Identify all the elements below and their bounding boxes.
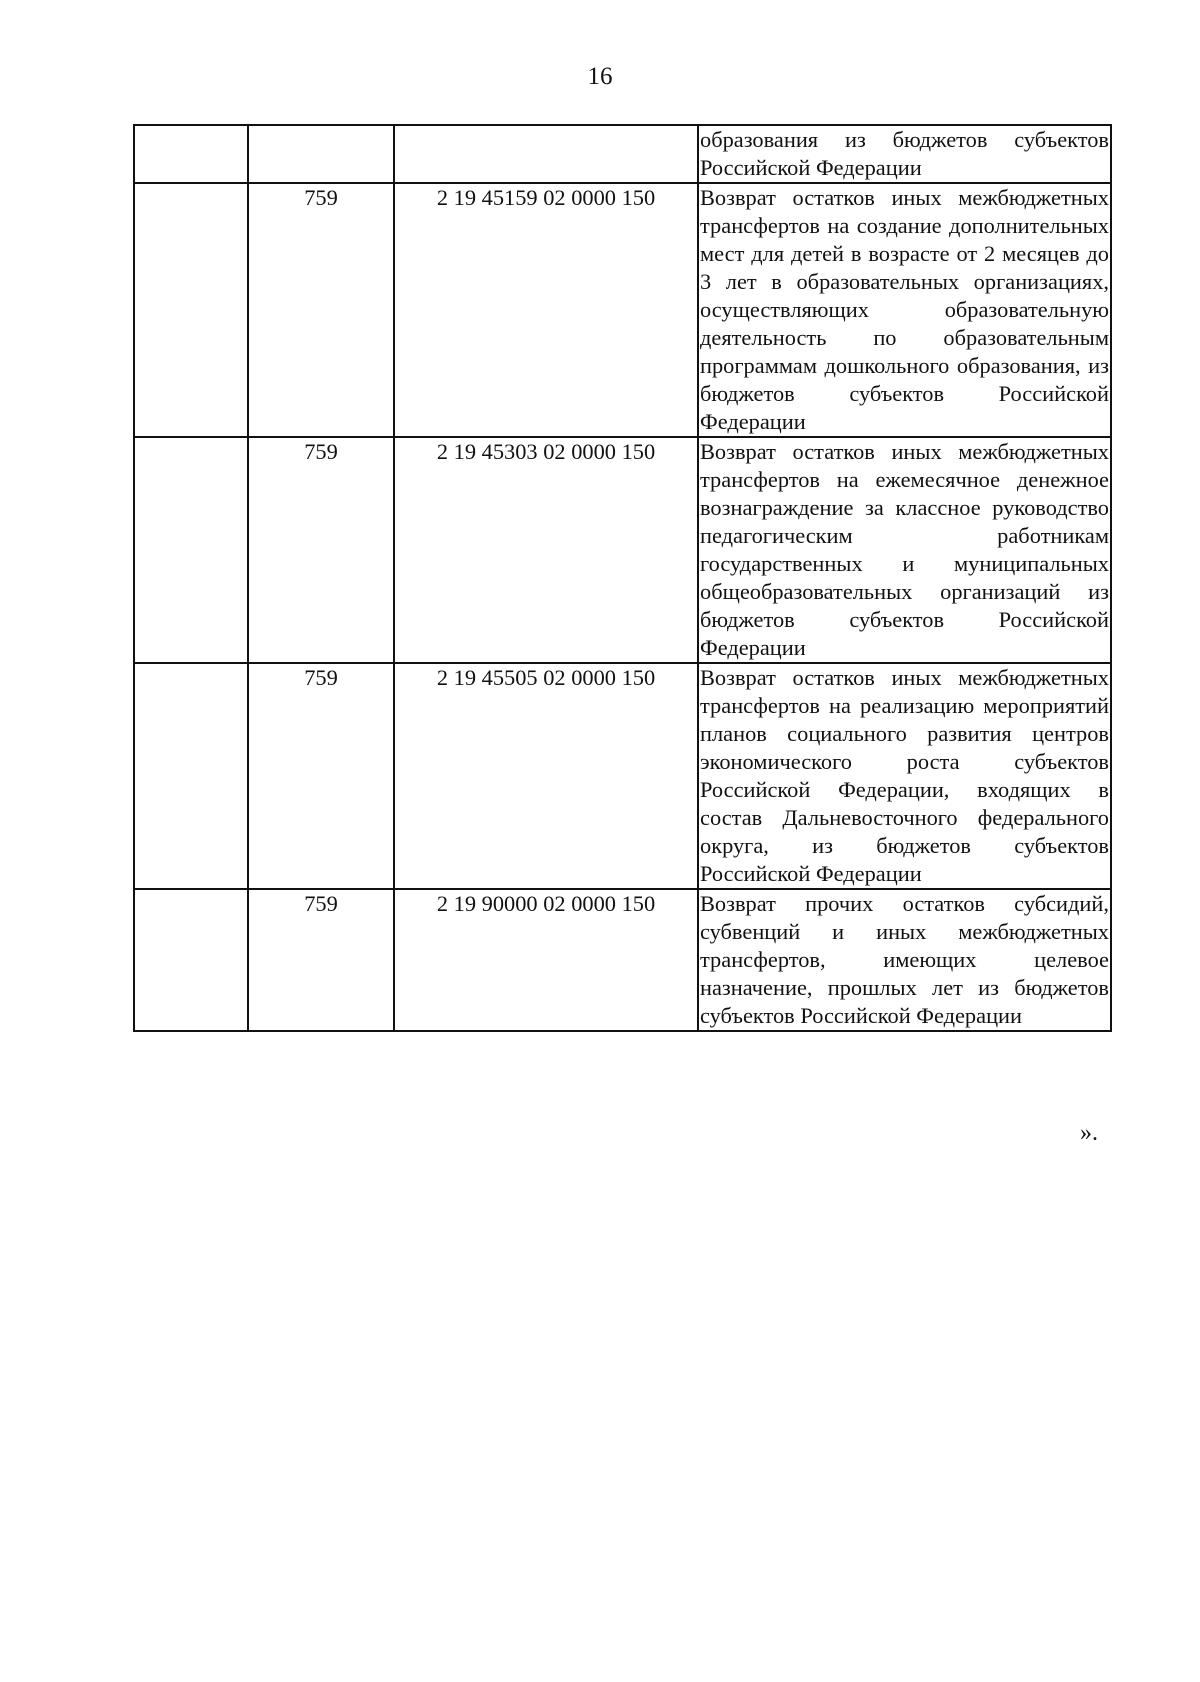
- table-cell-blank: [134, 663, 248, 889]
- table-cell-name: [698, 889, 1111, 1031]
- table-cell-classification-code: 2 19 45303 02 0000 150: [394, 437, 698, 663]
- table-row: [134, 183, 1111, 437]
- table-cell-admin-code: [248, 125, 394, 183]
- table-cell-blank: [134, 183, 248, 437]
- table-cell-classification-code: 2 19 45505 02 0000 150: [394, 663, 698, 889]
- table-cell-admin-code: 759: [248, 663, 394, 889]
- table-cell-admin-code: 759: [248, 437, 394, 663]
- table-cell-admin-code: 759: [248, 889, 394, 1031]
- budget-classification-table: [133, 124, 1112, 1032]
- table-cell-classification-code: 2 19 90000 02 0000 150: [394, 889, 698, 1031]
- table-cell-name-text: Возврат остатков иных межбюджетных трансфертов на ежемесячное денежное вознаграждение за классное руководство педагогическим работникам государственных и муниципальных общеобразовательных организаций из бюджетов субъектов Российской Федерации: [700, 439, 1109, 660]
- table-cell-name: [698, 125, 1111, 183]
- table-cell-name-text: Возврат остатков иных межбюджетных трансфертов на создание дополнительных мест для детей в возрасте от 2 месяцев до 3 лет в образовательных организациях, осуществляющих образовательную деятельность по образовательным программам дошкольного образования, из бюджетов субъектов Российской Федерации: [700, 185, 1109, 434]
- table-cell-classification-code: 2 19 45159 02 0000 150: [394, 183, 698, 437]
- table-cell-classification-code: [394, 125, 698, 183]
- table-cell-name-text: Возврат прочих остатков субсидий, субвенций и иных межбюджетных трансфертов, имеющих целевое назначение, прошлых лет из бюджетов субъектов Российской Федерации: [700, 891, 1109, 1028]
- page-number: 16: [587, 63, 613, 90]
- table-cell-name-text: образования из бюджетов субъектов Российской Федерации: [700, 127, 1109, 180]
- table-cell-name: [698, 183, 1111, 437]
- table-row: [134, 437, 1111, 663]
- closing-quote-mark: ».: [1080, 1120, 1098, 1146]
- table-cell-blank: [134, 437, 248, 663]
- table-cell-name: [698, 663, 1111, 889]
- table-cell-name: [698, 437, 1111, 663]
- table-cell-blank: [134, 889, 248, 1031]
- table-cell-blank: [134, 125, 248, 183]
- table-row: [134, 125, 1111, 183]
- table-cell-admin-code: 759: [248, 183, 394, 437]
- table-row: [134, 889, 1111, 1031]
- table-cell-name-text: Возврат остатков иных межбюджетных трансфертов на реализацию мероприятий планов социального развития центров экономического роста субъектов Российской Федерации, входящих в состав Дальневосточного федерального округа, из бюджетов субъектов Российской Федерации: [700, 665, 1109, 886]
- table-row: [134, 663, 1111, 889]
